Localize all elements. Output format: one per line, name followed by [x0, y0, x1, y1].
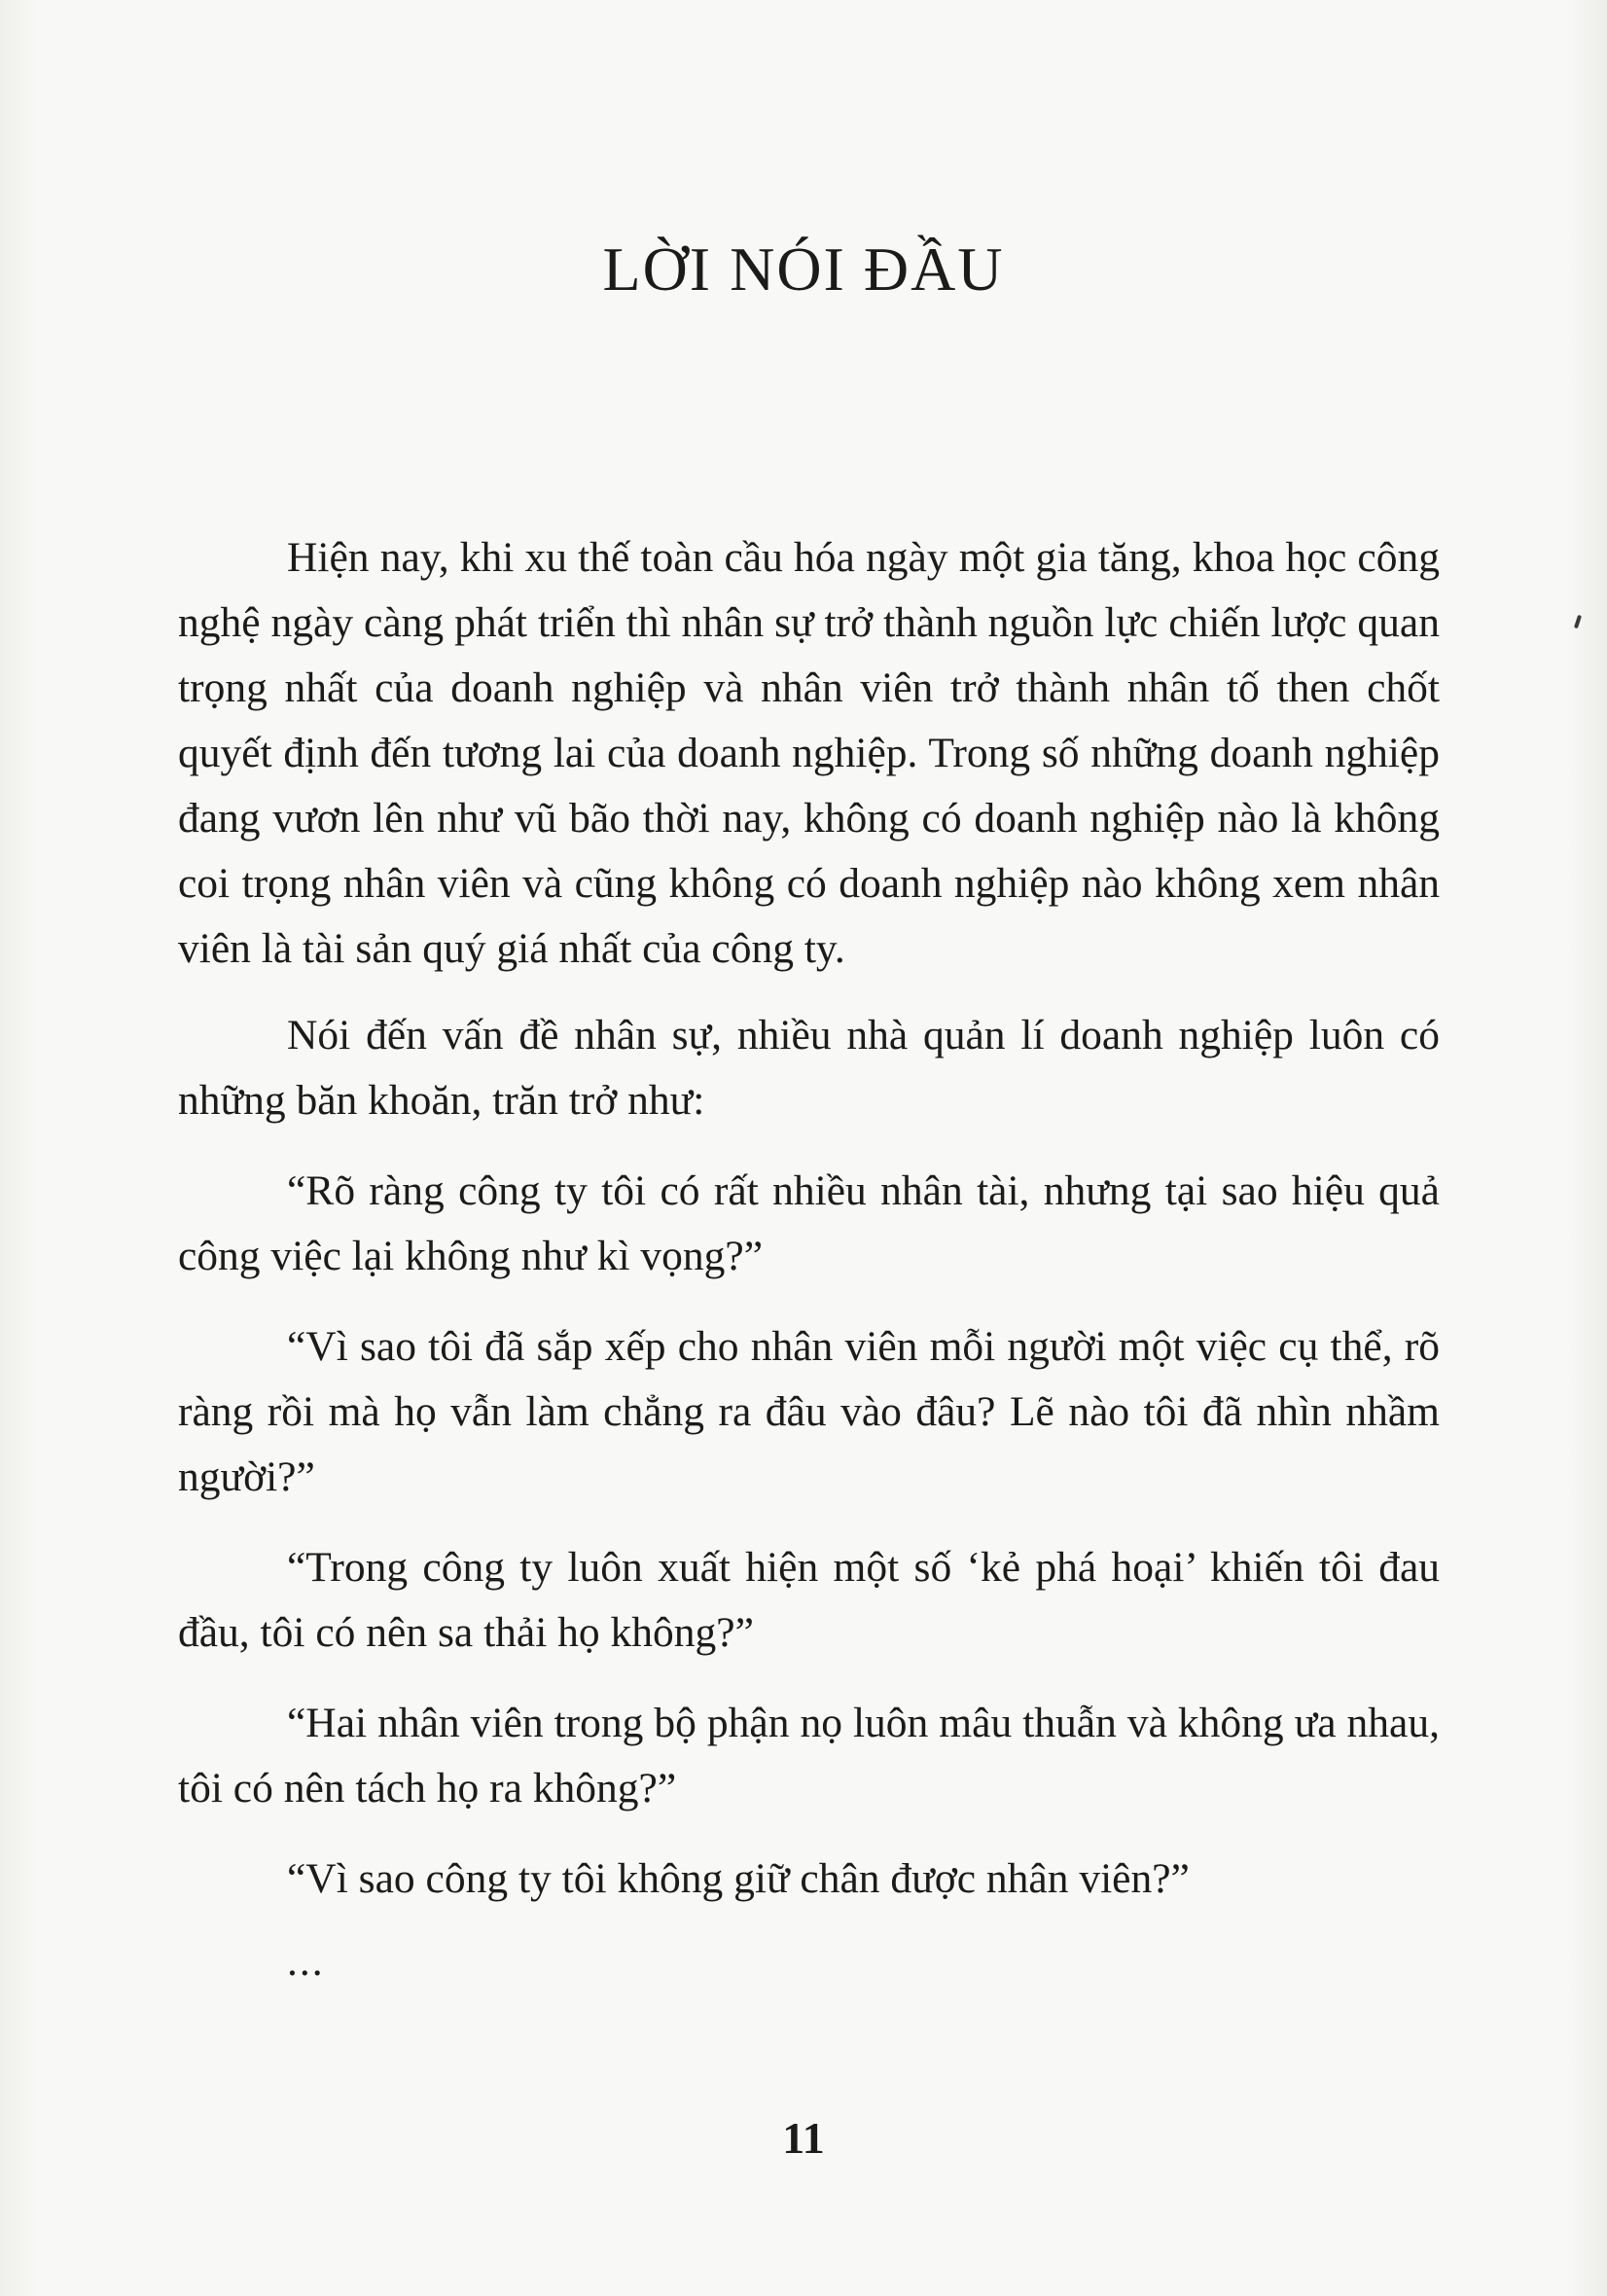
quote-assignment: “Vì sao tôi đã sắp xếp cho nhân viên mỗi người một việc cụ thể, rõ ràng rồi mà họ vẫn làm chẳng ra đâu vào đâu? Lẽ nào tôi đã nhìn nhầm người?” [178, 1323, 1440, 1500]
body-text [178, 525, 1440, 1994]
ellipsis: ... [287, 1938, 325, 1985]
quote-talent: “Rõ ràng công ty tôi có rất nhiều nhân tài, nhưng tại sao hiệu quả công việc lại không như kì vọng?” [178, 1167, 1440, 1279]
quote-retention: “Vì sao công ty tôi không giữ chân được nhân viên?” [287, 1855, 1190, 1902]
quote-saboteurs: “Trong công ty luôn xuất hiện một số ‘kẻ phá hoại’ khiến tôi đau đầu, tôi có nên sa thải họ không?” [178, 1544, 1440, 1656]
page-number: 11 [782, 2113, 825, 2163]
quote-conflict: “Hai nhân viên trong bộ phận nọ luôn mâu thuẫn và không ưa nhau, tôi có nên tách họ ra không?” [178, 1700, 1440, 1812]
pen-mark [1574, 615, 1582, 629]
paragraph-intro: Hiện nay, khi xu thế toàn cầu hóa ngày một gia tăng, khoa học công nghệ ngày càng phát triển thì nhân sự trở thành nguồn lực chiến lược quan trọng nhất của doanh nghiệp và nhân viên trở thành nhân tố then chốt quyết định đến tương lai của doanh nghiệp. Trong số những doanh nghiệp đang vươn lên như vũ bão thời nay, không có doanh nghiệp nào là không coi trọng nhân viên và cũng không có doanh nghiệp nào không xem nhân viên là tài sản quý giá nhất của công ty. [178, 534, 1440, 972]
paragraph-concerns: Nói đến vấn đề nhân sự, nhiều nhà quản lí doanh nghiệp luôn có những băn khoăn, trăn trở như: [178, 1012, 1440, 1124]
page-title: LỜI NÓI ĐẦU [602, 234, 1005, 304]
